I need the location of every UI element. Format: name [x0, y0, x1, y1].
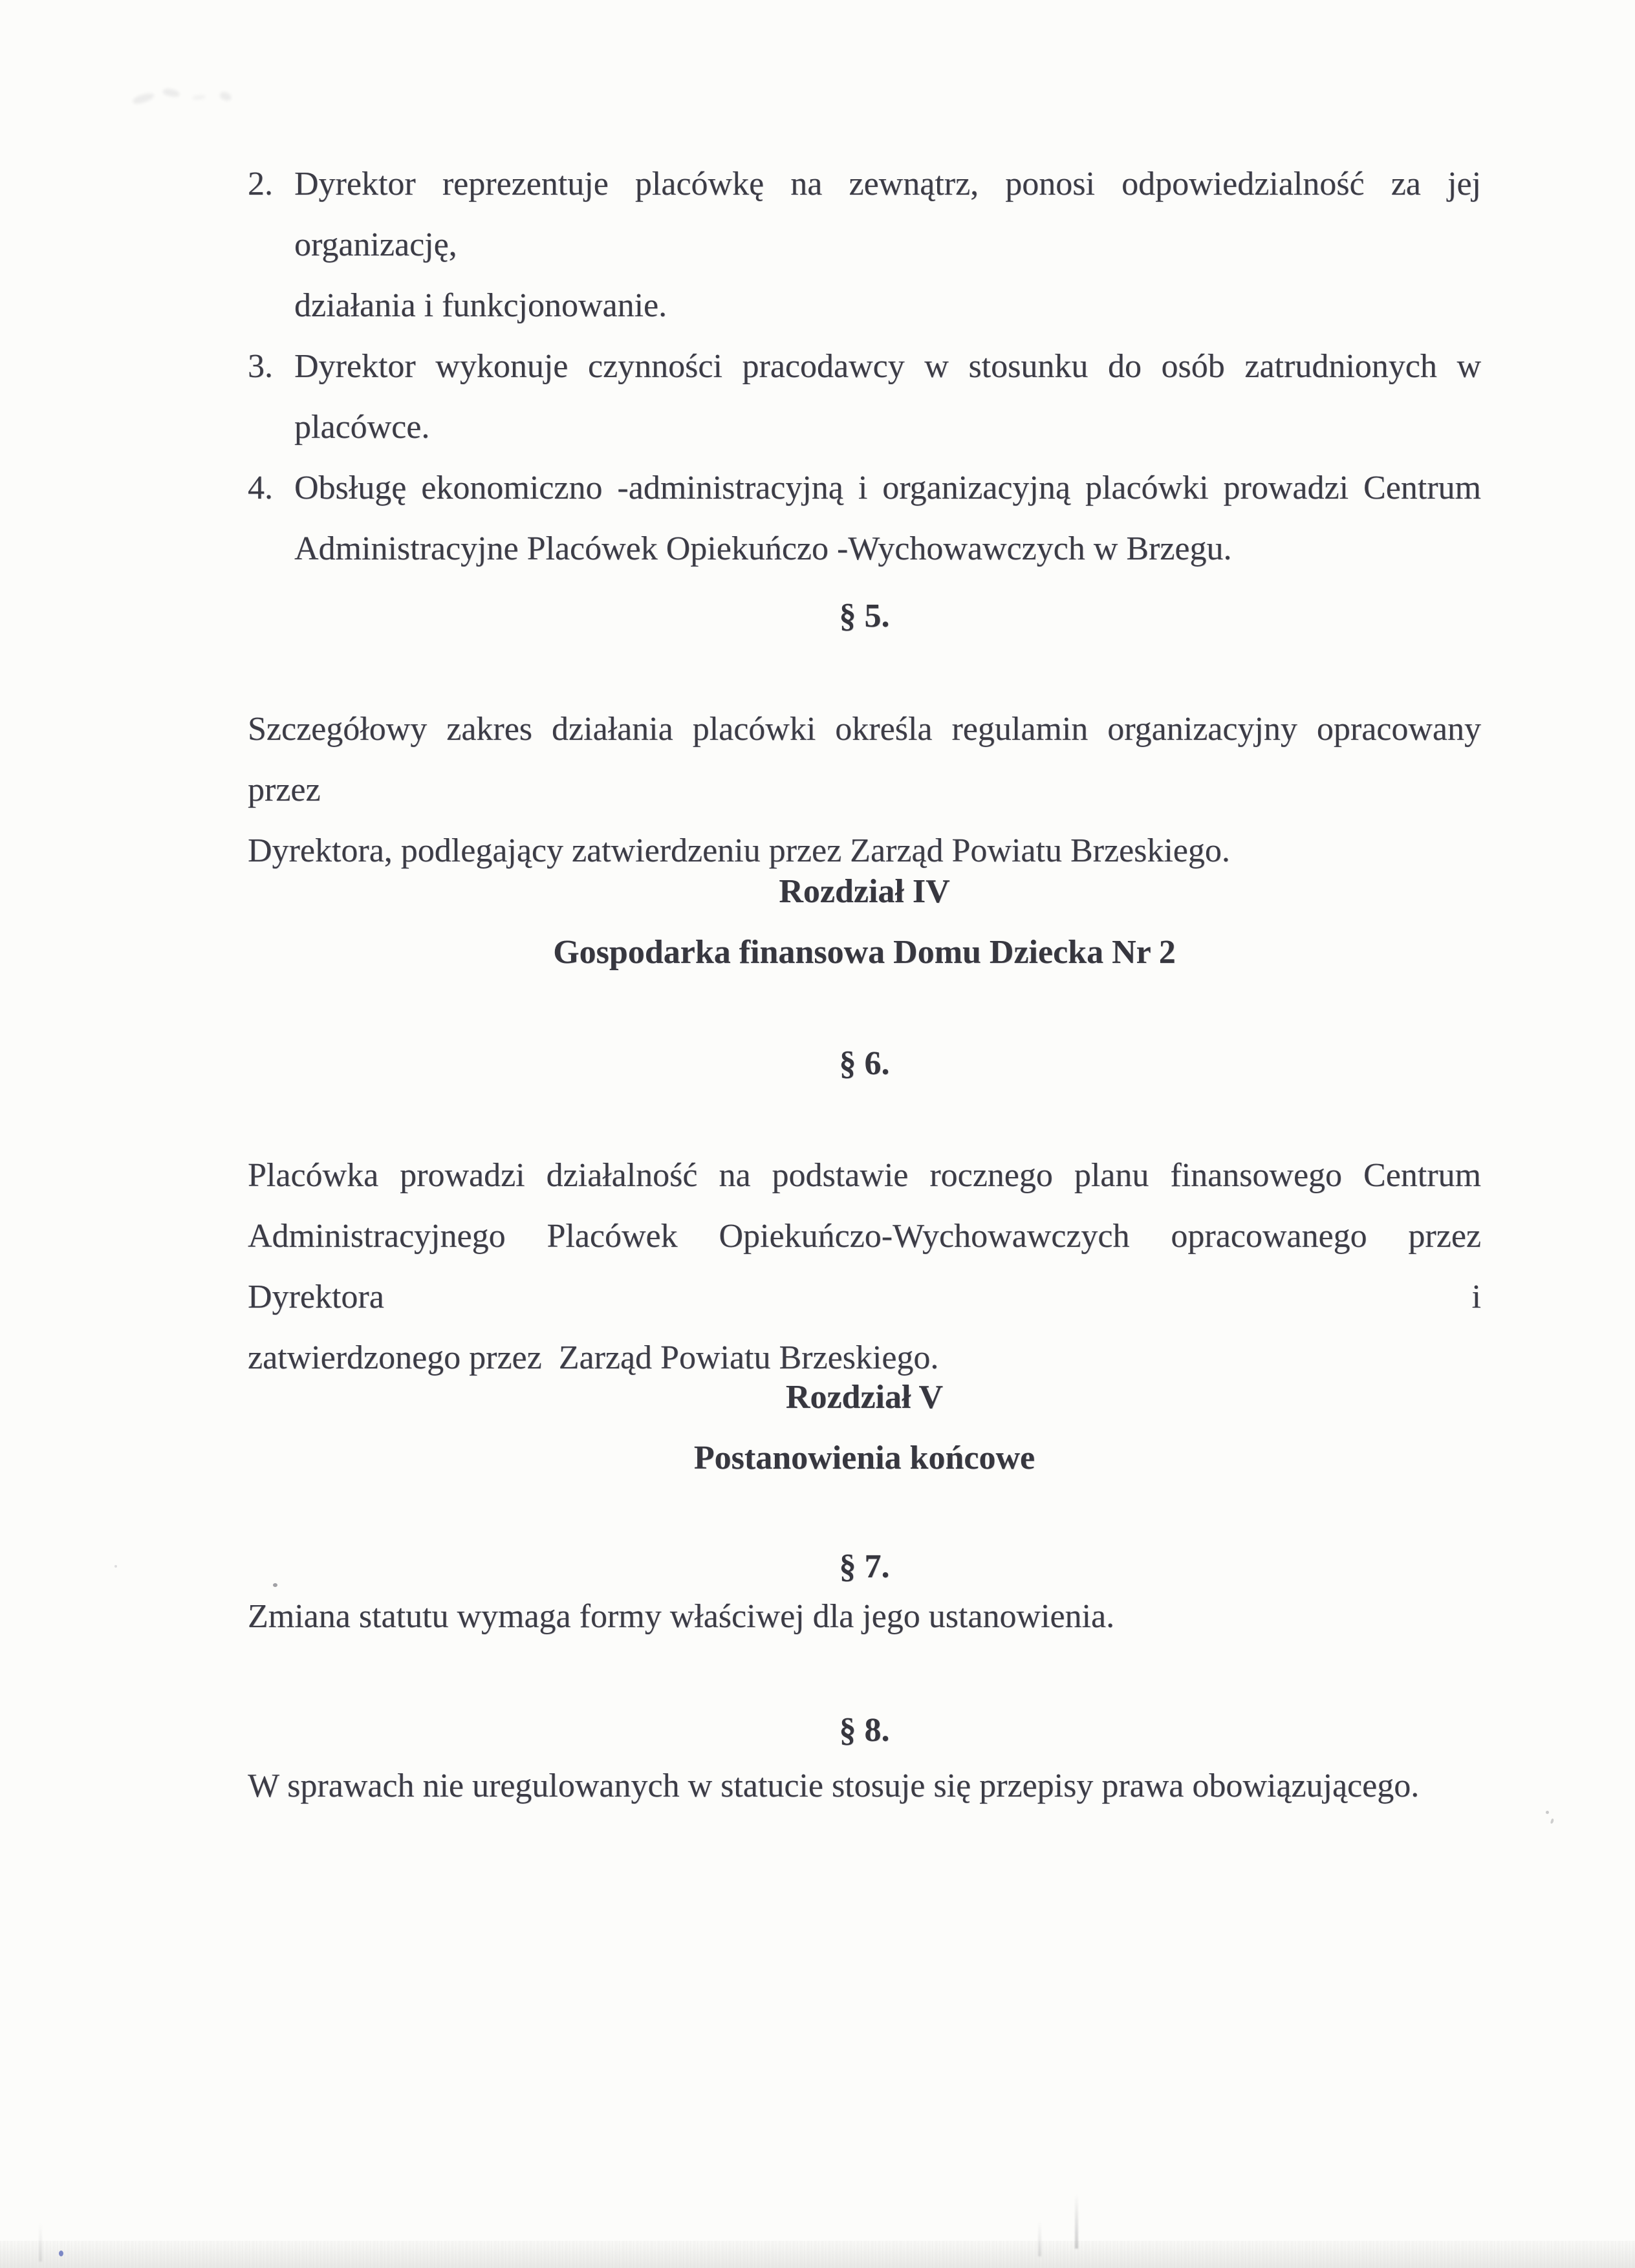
chapter-4-heading	[248, 861, 1481, 983]
ink-speck	[59, 2251, 63, 2256]
section-6-heading: § 6.	[839, 1045, 890, 1082]
scanner-edge-noise	[0, 2241, 1635, 2268]
section-5-paragraph	[248, 699, 1481, 881]
section-6-paragraph	[248, 1145, 1481, 1388]
numbered-list	[248, 154, 1481, 579]
list-item	[248, 336, 1481, 458]
pencil-smudge	[132, 91, 155, 105]
list-item-number: 4.	[248, 470, 273, 506]
list-item-line: Administracyjne Placówek Opiekuńczo -Wychowawczych w Brzegu.	[294, 530, 1232, 567]
paragraph-line: Dyrektora, podlegający zatwierdzeniu przez Zarząd Powiatu Brzeskiego.	[248, 832, 1230, 869]
scanner-streak	[1075, 2194, 1078, 2249]
paragraph-line: W sprawach nie uregulowanych w statucie stosuje się przepisy prawa obowiązującego.	[248, 1767, 1420, 1804]
dust-speck	[114, 1565, 117, 1568]
section-5-heading: § 5.	[839, 598, 890, 634]
chapter-5-subtitle: Postanowienia końcowe	[693, 1440, 1035, 1476]
paragraph-line: Zmiana statutu wymaga formy właściwej dla jego ustanowienia.	[248, 1598, 1115, 1635]
list-item-line: Dyrektor reprezentuje placówkę na zewnątrz, ponosi odpowiedzialność za jej organizację,	[294, 166, 1481, 263]
dust-speck	[1550, 1819, 1554, 1824]
chapter-5-title: Rozdział V	[785, 1379, 944, 1416]
scanner-streak	[39, 2223, 42, 2262]
list-item	[248, 154, 1481, 336]
dust-speck	[273, 1583, 277, 1587]
list-item-line: Obsługę ekonomiczno -administracyjną i organizacyjną placówki prowadzi Centrum	[294, 470, 1481, 506]
paragraph-line: Szczegółowy zakres działania placówki określa regulamin organizacyjny opracowany przez	[248, 711, 1481, 808]
paragraph-line: Administracyjnego Placówek Opiekuńczo-Wychowawczych opracowanego przez Dyrektora i	[248, 1218, 1481, 1315]
section-7-heading: § 7.	[839, 1548, 890, 1585]
dust-speck	[1546, 1811, 1549, 1814]
section-8-paragraph	[248, 1756, 1481, 1817]
list-item-line: placówce.	[294, 409, 430, 446]
scanner-streak	[1038, 2221, 1041, 2256]
section-8-heading: § 8.	[839, 1712, 890, 1749]
pencil-smudge	[219, 91, 232, 102]
chapter-5-heading	[248, 1367, 1481, 1489]
list-item-number: 3.	[248, 348, 273, 385]
list-item-line: Dyrektor wykonuje czynności pracodawcy w stosunku do osób zatrudnionych w	[294, 348, 1481, 385]
section-7-paragraph	[248, 1586, 1481, 1647]
list-item-number: 2.	[248, 166, 273, 202]
list-item	[248, 458, 1481, 579]
pencil-smudge	[162, 87, 180, 98]
list-item-line: działania i funkcjonowanie.	[294, 287, 667, 324]
paragraph-line: Placówka prowadzi działalność na podstawie rocznego planu finansowego Centrum	[248, 1157, 1481, 1194]
chapter-4-subtitle: Gospodarka finansowa Domu Dziecka Nr 2	[553, 934, 1176, 971]
pencil-smudge	[193, 94, 206, 100]
chapter-4-title: Rozdział IV	[779, 873, 950, 910]
paragraph-line: zatwierdzonego przez Zarząd Powiatu Brzeskiego.	[248, 1339, 939, 1376]
